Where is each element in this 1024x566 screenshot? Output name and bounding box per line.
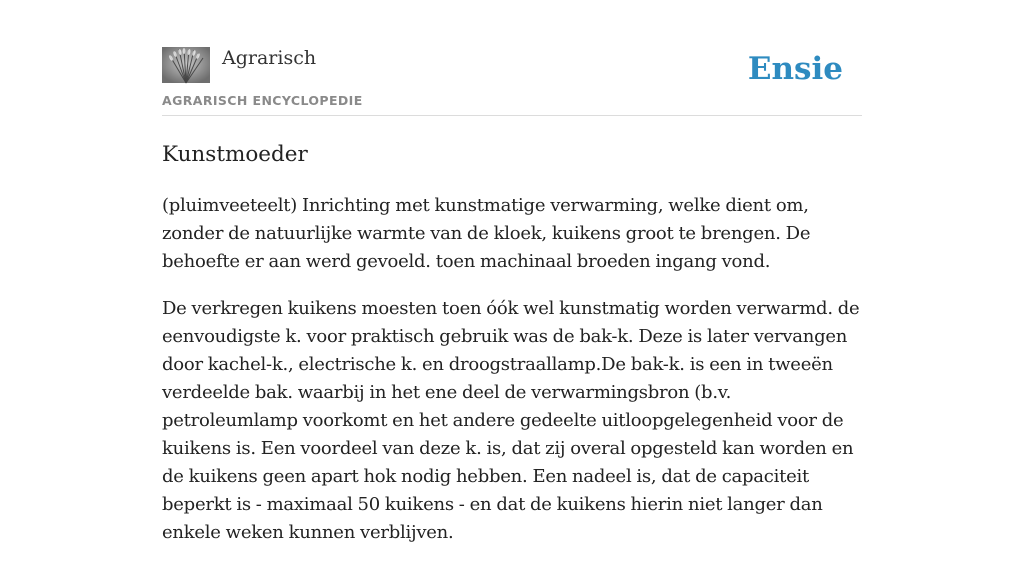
- content-container: [162, 0, 862, 543]
- article-paragraph: De verkregen kuikens moesten toen óók wel kunstmatig worden verwarmd. de eenvoudigste k. voor praktisch gebruik was de bak-k. Deze is later vervangen door kachel-k., electrische k. en droogstraallamp.De bak-k. is een in tweeën verdeelde bak. waarbij in het ene deel de verwarmingsbron (b.v. petroleumlamp voorkomt en het andere gedeelte uitloopgelegenheid voor de kuikens is. Een voordeel van deze k. is, dat zij overal opgesteld kan worden en de kuikens geen apart hok nodig hebben. Een nadeel is, dat de capaciteit beperkt is - maximaal 50 kuikens - en dat de kuikens hierin niet langer dan enkele weken kunnen verblijven.: [162, 298, 860, 543]
- article-title: Kunstmoeder: [162, 142, 308, 167]
- article-paragraph: (pluimveeteelt) Inrichting met kunstmatige verwarming, welke dient om, zonder de natuurlijke warmte van de kloek, kuikens groot te brengen. De behoefte er aan werd gevoeld. toen machinaal broeden ingang vond.: [162, 195, 811, 272]
- wheat-sheaf-icon[interactable]: [162, 47, 210, 83]
- source-subtitle: AGRARISCH ENCYCLOPEDIE: [162, 93, 363, 108]
- brand-logo[interactable]: Ensie: [747, 51, 843, 87]
- wheat-sheaf-image: [162, 47, 210, 83]
- source-name[interactable]: Agrarisch: [222, 47, 317, 69]
- article-body: [162, 192, 862, 566]
- page-header: [162, 0, 862, 116]
